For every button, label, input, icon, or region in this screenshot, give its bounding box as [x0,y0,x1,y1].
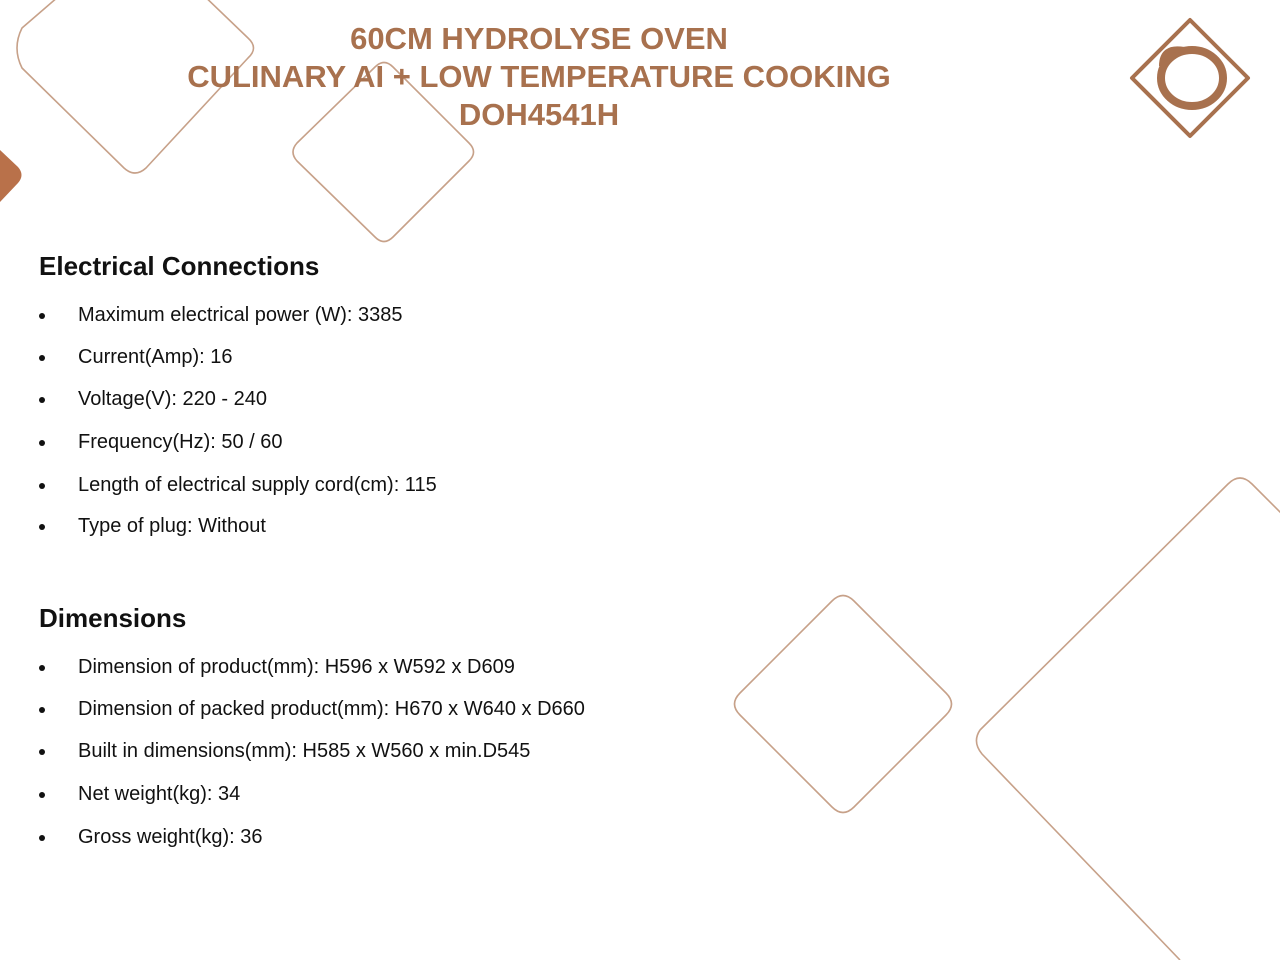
bullet-icon [39,355,45,361]
left-edge-tab [0,150,22,202]
spec-text: Dimension of packed product(mm): H670 x W640 x D660 [78,698,585,720]
spec-text: Dimension of product(mm): H596 x W592 x D609 [78,656,515,678]
spec-text: Voltage(V): 220 - 240 [78,388,268,410]
bullet-icon [39,483,45,489]
bullet-icon [39,749,45,755]
page-title-line-2: CULINARY AI + LOW TEMPERATURE COOKING [187,59,891,94]
bullet-icon [39,524,45,530]
spec-text: Net weight(kg): 34 [78,783,241,805]
diamond-bottom-right-large [976,478,1280,960]
bullet-icon [39,313,45,319]
spec-text: Type of plug: Without [78,515,266,537]
diamond-bottom-right-small [735,596,952,813]
dimensions-heading: Dimensions [39,603,187,633]
spec-text: Gross weight(kg): 36 [78,826,263,848]
spec-text: Maximum electrical power (W): 3385 [78,304,403,326]
brand-horn-logo-icon [1128,16,1252,140]
spec-text: Current(Amp): 16 [78,346,233,368]
bullet-icon [39,707,45,713]
page-title-model-number: DOH4541H [458,97,620,132]
bullet-icon [39,792,45,798]
bullet-icon [39,397,45,403]
bullet-icon [39,665,45,671]
page-title-line-1: 60CM HYDROLYSE OVEN [350,21,728,56]
bullet-icon [39,440,45,446]
spec-text: Frequency(Hz): 50 / 60 [78,431,283,453]
spec-text: Built in dimensions(mm): H585 x W560 x min.D545 [78,740,531,762]
spec-text: Length of electrical supply cord(cm): 115 [78,474,437,496]
electrical-connections-heading: Electrical Connections [39,251,320,281]
bullet-icon [39,835,45,841]
